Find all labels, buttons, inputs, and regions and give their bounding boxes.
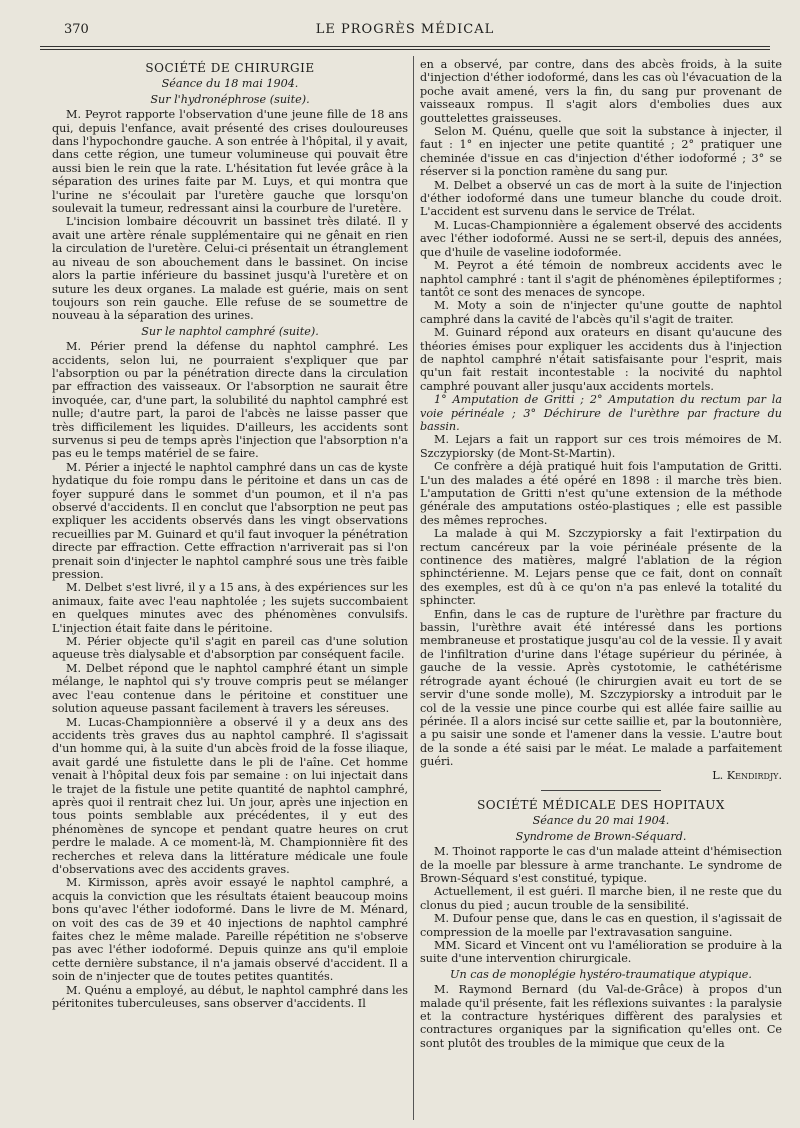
section-heading: SOCIÉTÉ MÉDICALE DES HOPITAUX <box>477 797 725 812</box>
section-heading: SOCIÉTÉ DE CHIRURGIE <box>145 61 315 75</box>
paragraph: M. Lucas-Championnière a également observé des accidents avec l'éther iodoformé. Aussi ne se sert-il, depuis des années, que d'huile de vaseline iodoformée. <box>420 218 782 259</box>
paragraph: La malade à qui M. Szczypiorsky a fait l'extirpation du rectum cancéreux par la voie périnéale présente de la continence des matières, malgré l'ablation de la région sphinctérienne. M. Lejars pense que ce fait, dont on connaît des exemples, est dû à ce qu'on n'a pas enlevé la totalité du sphincter. <box>420 527 782 608</box>
paragraph: M. Lejars a fait un rapport sur ces trois mémoires de M. Szczypiorsky (de Mont-St-Martin). <box>420 433 782 460</box>
paragraph: M. Périer prend la défense du naphtol camphré. Les accidents, selon lui, ne pourraient s'expliquer que par l'absorption ou par la pénétration directe dans la circulation par effraction des vaisseaux. Or l'absorption ne saurait être invoquée, car, d'une part, la solubilité du naphtol camphré est nulle; d'autre part, la paroi de l'abcès ne laisse passer que très difficilement les liquides. D'ailleurs, les accidents sont survenus si peu de temps après l'injection que l'absorption n'a pas eu le temps matériel de se faire. <box>52 340 408 461</box>
paragraph: M. Delbet a observé un cas de mort à la suite de l'injection d'éther iodoformé dans une tumeur blanche du coude droit. L'accident est survenu dans le service de Trélat. <box>420 178 782 219</box>
paragraph: M. Delbet s'est livré, il y a 15 ans, à des expériences sur les animaux, faite avec l'eau naphtolée ; les sujets succombaient en quelques minutes avec des phénomènes convulsifs. L'injection était faite dans le péritoine. <box>52 581 408 635</box>
paragraph: M. Guinard répond aux orateurs en disant qu'aucune des théories émises pour expliquer les accidents dus à l'injection de naphtol camphré n'était satisfaisante pour l'esprit, mais qu'un fait restait incontestable : la nocivité du naphtol camphré pouvant aller jusqu'aux accidents mortels. <box>420 326 782 393</box>
signature: L. Kendirdjy. <box>712 768 782 782</box>
subheading: Séance du 20 mai 1904. <box>532 814 670 828</box>
paragraph: Selon M. Quénu, quelle que soit la substance à injecter, il faut : 1° en injecter une petite quantité ; 2° pratiquer une cheminée d'issue en cas d'injection d'éther iodoformé ; 3° se réserver si la ponction ramène du sang pur. <box>420 125 782 179</box>
paragraph: M. Raymond Bernard (du Val-de-Grâce) à propos d'un malade qu'il présente, fait les réflexions suivantes : la paralysie et la contracture hystériques diffèrent des paralysies et contractures organiques par la signification qu'elles ont. Ce sont plutôt des troubles de la mimique que ceux de la <box>420 983 782 1050</box>
page-number: 370 <box>64 22 89 37</box>
subheading: Sur l'hydronéphrose (suite). <box>150 92 310 106</box>
right-column <box>420 58 782 1050</box>
paragraph: M. Dufour pense que, dans le cas en question, il s'agissait de compression de la moelle par l'extravasation sanguine. <box>420 912 782 939</box>
paragraph: M. Peyrot rapporte l'observation d'une jeune fille de 18 ans qui, depuis l'enfance, avait présenté des crises douloureuses dans l'hypochondre gauche. A son entrée à l'hôpital, il y avait, dans cette région, une tumeur volumineuse qui pouvait être aussi bien le rein que la rate. L'hésitation fut levée grâce à la séparation des urines faite par M. Luys, et qui montra que l'urine ne s'écoulait par l'uretère gauche que lorsqu'on soulevait la tumeur, redressant ainsi la courbure de l'uretère. <box>52 108 408 216</box>
paragraph: L'incision lombaire découvrit un bassinet très dilaté. Il y avait une artère rénale supplémentaire qui ne gênait en rien la circulation de l'uretère. Celui-ci présentait un étranglement au niveau de son abouchement dans le bassinet. On incise alors la partie inférieure du bassinet jusqu'à l'uretère et on suture les deux organes. La malade est guérie, mais on sent toujours son rein gauche. Elle refuse de se soumettre de nouveau à la séparation des urines. <box>52 215 408 323</box>
paragraph: en a observé, par contre, dans des abcès froids, à la suite d'injection d'éther iodoformé, dans les cas où l'évacuation de la poche avait amené, vers la fin, du sang pur provenant de vaisseaux rompus. Il s'agit alors d'embolies dues aux gouttelettes graisseuses. <box>420 58 782 125</box>
page-header <box>40 20 770 47</box>
paragraph: MM. Sicard et Vincent ont vu l'amélioration se produire à la suite d'une intervention chirurgicale. <box>420 939 782 966</box>
paragraph: M. Thoinot rapporte le cas d'un malade atteint d'hémisection de la moelle par blessure à arme tranchante. Le syndrome de Brown-Séquard s'est constitué, typique. <box>420 845 782 885</box>
paragraph: Ce confrère a déjà pratiqué huit fois l'amputation de Gritti. L'un des malades a été opéré en 1898 : il marche très bien. L'amputation de Gritti n'est qu'une extension de la méthode générale des amputations ostéo-plastiques ; elle est passible des mêmes reproches. <box>420 460 782 527</box>
paragraph: M. Delbet répond que le naphtol camphré étant un simple mélange, le naphtol qui s'y trouve compris peut se mélanger avec l'eau contenue dans le péritoine et constituer une solution aqueuse passant facilement à travers les séreuses. <box>52 661 408 716</box>
subheading: Un cas de monoplégie hystéro-traumatique atypique. <box>450 967 752 981</box>
subheading: Séance du 18 mai 1904. <box>161 77 299 91</box>
left-column <box>52 58 408 1010</box>
paragraph: M. Moty a soin de n'injecter qu'une goutte de naphtol camphré dans la cavité de l'abcès qu'il s'agit de traiter. <box>420 299 782 326</box>
paragraph: M. Kirmisson, après avoir essayé le naphtol camphré, a acquis la conviction que les résultats étaient beaucoup moins bons qu'avec l'éther iodoformé. Dans le livre de M. Ménard, on voit des cas de 39 et 40 injections de naphtol camphré faites chez le même malade. Pareille répétition ne s'observe pas avec l'éther iodoformé. Depuis quinze ans qu'il emploie cette dernière substance, il n'a jamais observé d'accident. Il a soin de n'injecter que de toutes petites quantités. <box>52 876 408 984</box>
paragraph: Actuellement, il est guéri. Il marche bien, il ne reste que du clonus du pied ; aucun trouble de la sensibilité. <box>420 885 782 912</box>
paragraph: Enfin, dans le cas de rupture de l'urèthre par fracture du bassin, l'urèthre avait été intéressé dans les portions membraneuse et prostatique jusqu'au col de la vessie. Il y avait de l'infiltration d'urine dans l'étage supérieur du périnée, à gauche de la vessie. Après cystotomie, le cathétérisme rétrograde ayant échoué (le chirurgien avait eu tort de se servir d'une sonde molle), M. Szczypiorsky a introduit par le col de la vessie une pince courbe qui est allée faire saillie au périnée. Il a alors incisé sur cette saillie et, par la boutonnière, a pu saisir une sonde et l'amener dans la vessie. L'autre bout de la sonde a été saisi par le méat. Le malade a parfaitement guéri. <box>420 607 782 769</box>
header-rule <box>40 49 770 50</box>
section-separator <box>541 790 661 791</box>
paragraph: M. Périer a injecté le naphtol camphré dans un cas de kyste hydatique du foie rompu dans le péritoine et dans un cas de foyer suppuré dans le sommet d'un poumon, et il n'a pas observé d'accidents. Il en conclut que l'absorption ne peut pas expliquer les accidents observés dans les vingt observations recueillies par M. Guinard et qu'il faut invoquer la pénétration directe par effraction. Cette effraction n'arriverait pas si l'on prenait soin d'injecter le naphtol camphré sous une très faible pression. <box>52 460 408 582</box>
paragraph: M. Lucas-Championnière a observé il y a deux ans des accidents très graves dus au naphtol camphré. Il s'agissait d'un homme qui, à la suite d'un abcès froid de la fosse iliaque, avait gardé une fistulette dans le pli de l'aîne. Cet homme venait à l'hôpital deux fois par semaine : on lui injectait dans le trajet de la fistule une petite quantité de naphtol camphré, après quoi il rentrait chez lui. Un jour, après une injection en tous points semblable aux précédentes, il y eut des phénomènes de syncope et pendant quatre heures on crut perdre le malade. A ce moment-là, M. Championnière fit des recherches et releva dans la littérature médicale une foule d'observations avec des accidents graves. <box>52 715 408 876</box>
paragraph: M. Peyrot a été témoin de nombreux accidents avec le naphtol camphré : tant il s'agit de phénomènes épileptiformes ; tantôt ce sont des menaces de syncope. <box>420 259 782 299</box>
journal-title: LE PROGRÈS MÉDICAL <box>315 22 495 37</box>
column-divider <box>413 56 414 1120</box>
paragraph: 1° Amputation de Gritti ; 2° Amputation du rectum par la voie périnéale ; 3° Déchirure de l'urèthre par fracture du bassin. <box>420 393 782 433</box>
subheading: Syndrome de Brown-Séquard. <box>515 829 687 843</box>
paragraph: M. Quénu a employé, au début, le naphtol camphré dans les péritonites tuberculeuses, sans observer d'accidents. Il <box>52 983 408 1011</box>
paragraph: M. Périer objecte qu'il s'agit en pareil cas d'une solution aqueuse très dialysable et d'absorption par conséquent facile. <box>52 635 408 662</box>
subheading: Sur le naphtol camphré (suite). <box>141 324 319 338</box>
